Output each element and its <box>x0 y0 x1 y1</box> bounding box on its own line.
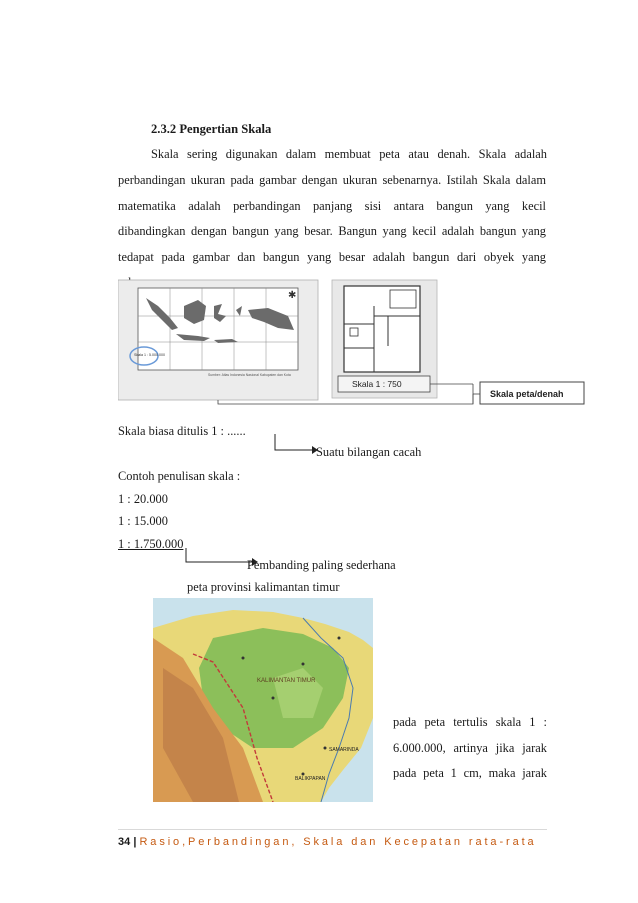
notation-arrow <box>230 432 320 456</box>
map-caption: peta provinsi kalimantan timur <box>187 580 340 594</box>
example-item: 1 : 15.000 <box>118 514 168 528</box>
notation-note: Suatu bilangan cacah <box>316 445 422 459</box>
map-scale-label: Skala 1 : 5.000.000 <box>134 353 165 357</box>
example-item: 1 : 1.750.000 <box>118 537 184 551</box>
svg-text:✱: ✱ <box>288 290 297 301</box>
paragraph-line: dibandingkan dengan bangun yang besar. Bangun yang kecil adalah bangun yang <box>118 224 546 238</box>
section-heading: 2.3.2 Pengertian Skala <box>151 122 272 136</box>
paragraph-line: perbandingan ukuran pada gambar dengan ukuran sebenarnya. Istilah Skala dalam <box>118 173 546 187</box>
scale-callout: Skala peta/denah <box>490 389 564 399</box>
map-region-label: KALIMANTAN TIMUR <box>257 678 316 684</box>
notation-line: Skala biasa ditulis 1 : ...... <box>118 424 246 438</box>
side-text-line: 6.000.000, artinya jika jarak <box>393 741 547 755</box>
kalimantan-timur-map <box>153 598 373 802</box>
page-number: 34 <box>118 836 131 848</box>
footer-title: Rasio,Perbandingan, Skala dan Kecepatan rata-rata <box>139 836 537 848</box>
scale-figure <box>118 276 588 406</box>
scale-figure-drawing <box>118 276 588 406</box>
side-text-line: pada peta tertulis skala 1 : <box>393 715 547 729</box>
page-footer <box>118 836 537 848</box>
map-source: Sumber: Atlas Indonesia Nasional Kabupaten dan Kota <box>208 373 291 377</box>
side-text-line: pada peta 1 cm, maka jarak <box>393 766 547 780</box>
example-note: Pembanding paling sederhana <box>247 558 396 572</box>
footer-rule <box>118 829 547 830</box>
floorplan-scale: Skala 1 : 750 <box>352 379 402 389</box>
map-city-label: BALIKPAPAN <box>295 776 326 782</box>
paragraph-line: matematika adalah perbandingan panjang sisi antara bangun yang kecil <box>118 199 546 213</box>
paragraph-line: tedapat pada gambar dan bangun yang besar adalah bangun dari obyek yang <box>118 250 546 264</box>
map-city-label: SAMARINDA <box>329 747 359 753</box>
footer-separator: | <box>133 836 137 848</box>
paragraph-line: Skala sering digunakan dalam membuat peta atau denah. Skala adalah <box>151 147 547 161</box>
examples-heading: Contoh penulisan skala : <box>118 469 241 483</box>
example-item: 1 : 20.000 <box>118 492 168 506</box>
